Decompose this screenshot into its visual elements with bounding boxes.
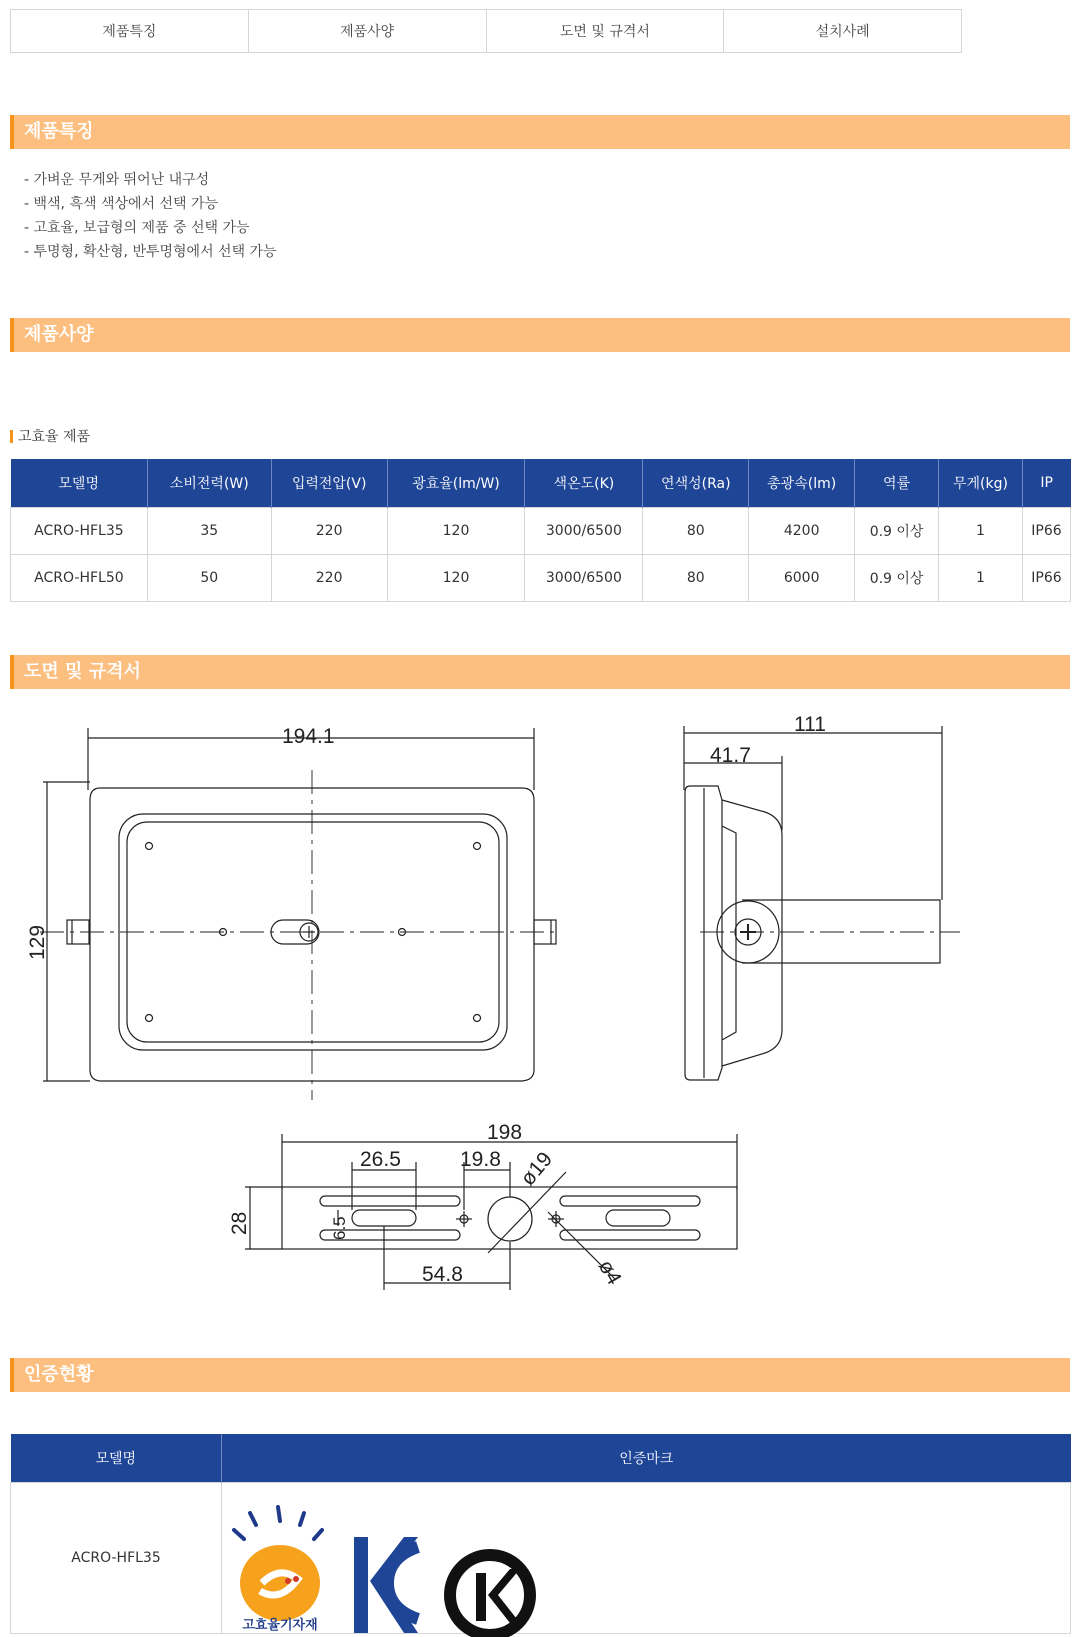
cert-model: ACRO-HFL35 (11, 1482, 222, 1633)
header-cell: 역률 (855, 459, 939, 507)
tab-bar (10, 9, 962, 53)
dim-bracket-pitch: 54.8 (422, 1263, 463, 1286)
dim-bracket-slot-height: 6.5 (330, 1216, 349, 1240)
dim-front-height: 129 (26, 924, 49, 960)
header-cell: 소비전력(W) (147, 459, 271, 507)
dim-side-depth: 111 (794, 713, 826, 736)
tab-specs[interactable]: 제품사양 (249, 10, 487, 52)
feature-list (24, 168, 277, 264)
header-cell: 모델명 (11, 459, 148, 507)
header-cell: 연색성(Ra) (643, 459, 749, 507)
table-cell: 3000/6500 (525, 554, 643, 601)
dim-bracket-height: 28 (228, 1211, 251, 1235)
table-cell: 3000/6500 (525, 507, 643, 554)
tab-installation[interactable]: 설치사례 (815, 24, 870, 40)
table-row (11, 554, 1071, 601)
section-title-drawing: 도면 및 규격서 (10, 655, 1070, 689)
cert-header-row (11, 1434, 1071, 1482)
caption-marker (10, 430, 13, 443)
technical-drawing (0, 690, 1080, 1330)
table-cell: 4200 (749, 507, 855, 554)
table-cell: ACRO-HFL35 (11, 507, 148, 554)
efficiency-logo (234, 1507, 322, 1632)
dim-bracket-slot: 26.5 (360, 1148, 401, 1171)
cert-table (10, 1434, 1071, 1634)
section-title-specs: 제품사양 (10, 318, 1070, 352)
header-cell: 총광속(lm) (749, 459, 855, 507)
tab-features[interactable]: 제품특징 (11, 10, 249, 52)
table-cell: 35 (147, 507, 271, 554)
header-cell: 모델명 (11, 1434, 222, 1482)
table-cell: 120 (387, 507, 525, 554)
table-cell: 0.9 이상 (855, 554, 939, 601)
table-cell: 80 (643, 554, 749, 601)
dim-side-offset: 41.7 (710, 744, 751, 767)
header-cell: IP (1022, 459, 1070, 507)
header-cell: 광효율(lm/W) (387, 459, 525, 507)
cert-marks (222, 1482, 1071, 1633)
table-cell: 0.9 이상 (855, 507, 939, 554)
spec-table (10, 459, 1071, 602)
table-cell: ACRO-HFL50 (11, 554, 148, 601)
table-row (11, 1482, 1071, 1633)
efficiency-logo-text: 고효율기자재 (242, 1616, 318, 1632)
table-row (11, 507, 1071, 554)
feature-item: - 투명형, 확산형, 반투명형에서 선택 가능 (24, 244, 277, 260)
kc-mark-icon (354, 1537, 418, 1633)
header-cell: 입력전압(V) (271, 459, 387, 507)
dim-bracket-small-hole: ø4 (593, 1256, 626, 1289)
table-cell: 220 (271, 507, 387, 554)
cert-logos (222, 1483, 1070, 1633)
section-title-features: 제품특징 (10, 115, 1070, 149)
header-cell: 무게(kg) (939, 459, 1023, 507)
dim-bracket-gap: 19.8 (460, 1148, 501, 1171)
dim-bracket-length: 198 (487, 1121, 523, 1144)
section-title-certification: 인증현황 (10, 1358, 1070, 1392)
tab-drawing[interactable]: 도면 및 규격서 (487, 10, 725, 52)
table-cell: 6000 (749, 554, 855, 601)
spec-caption-text: 고효율 제품 (18, 429, 91, 445)
table-cell: 220 (271, 554, 387, 601)
table-cell: 1 (939, 554, 1023, 601)
spec-caption (10, 426, 90, 446)
table-cell: IP66 (1022, 507, 1070, 554)
table-cell: 1 (939, 507, 1023, 554)
dim-front-width: 194.1 (282, 725, 335, 748)
table-cell: 120 (387, 554, 525, 601)
feature-item: - 백색, 흑색 색상에서 선택 가능 (24, 196, 219, 212)
feature-item: - 가벼운 무게와 뛰어난 내구성 (24, 172, 210, 188)
table-cell: 80 (643, 507, 749, 554)
dim-bracket-hole: ø19 (516, 1147, 558, 1191)
table-cell: 50 (147, 554, 271, 601)
feature-item: - 고효율, 보급형의 제품 중 선택 가능 (24, 220, 250, 236)
table-cell: IP66 (1022, 554, 1070, 601)
spec-header-row (11, 459, 1071, 507)
header-cell: 인증마크 (222, 1434, 1071, 1482)
ks-mark-icon (450, 1555, 530, 1635)
header-cell: 색온도(K) (525, 459, 643, 507)
